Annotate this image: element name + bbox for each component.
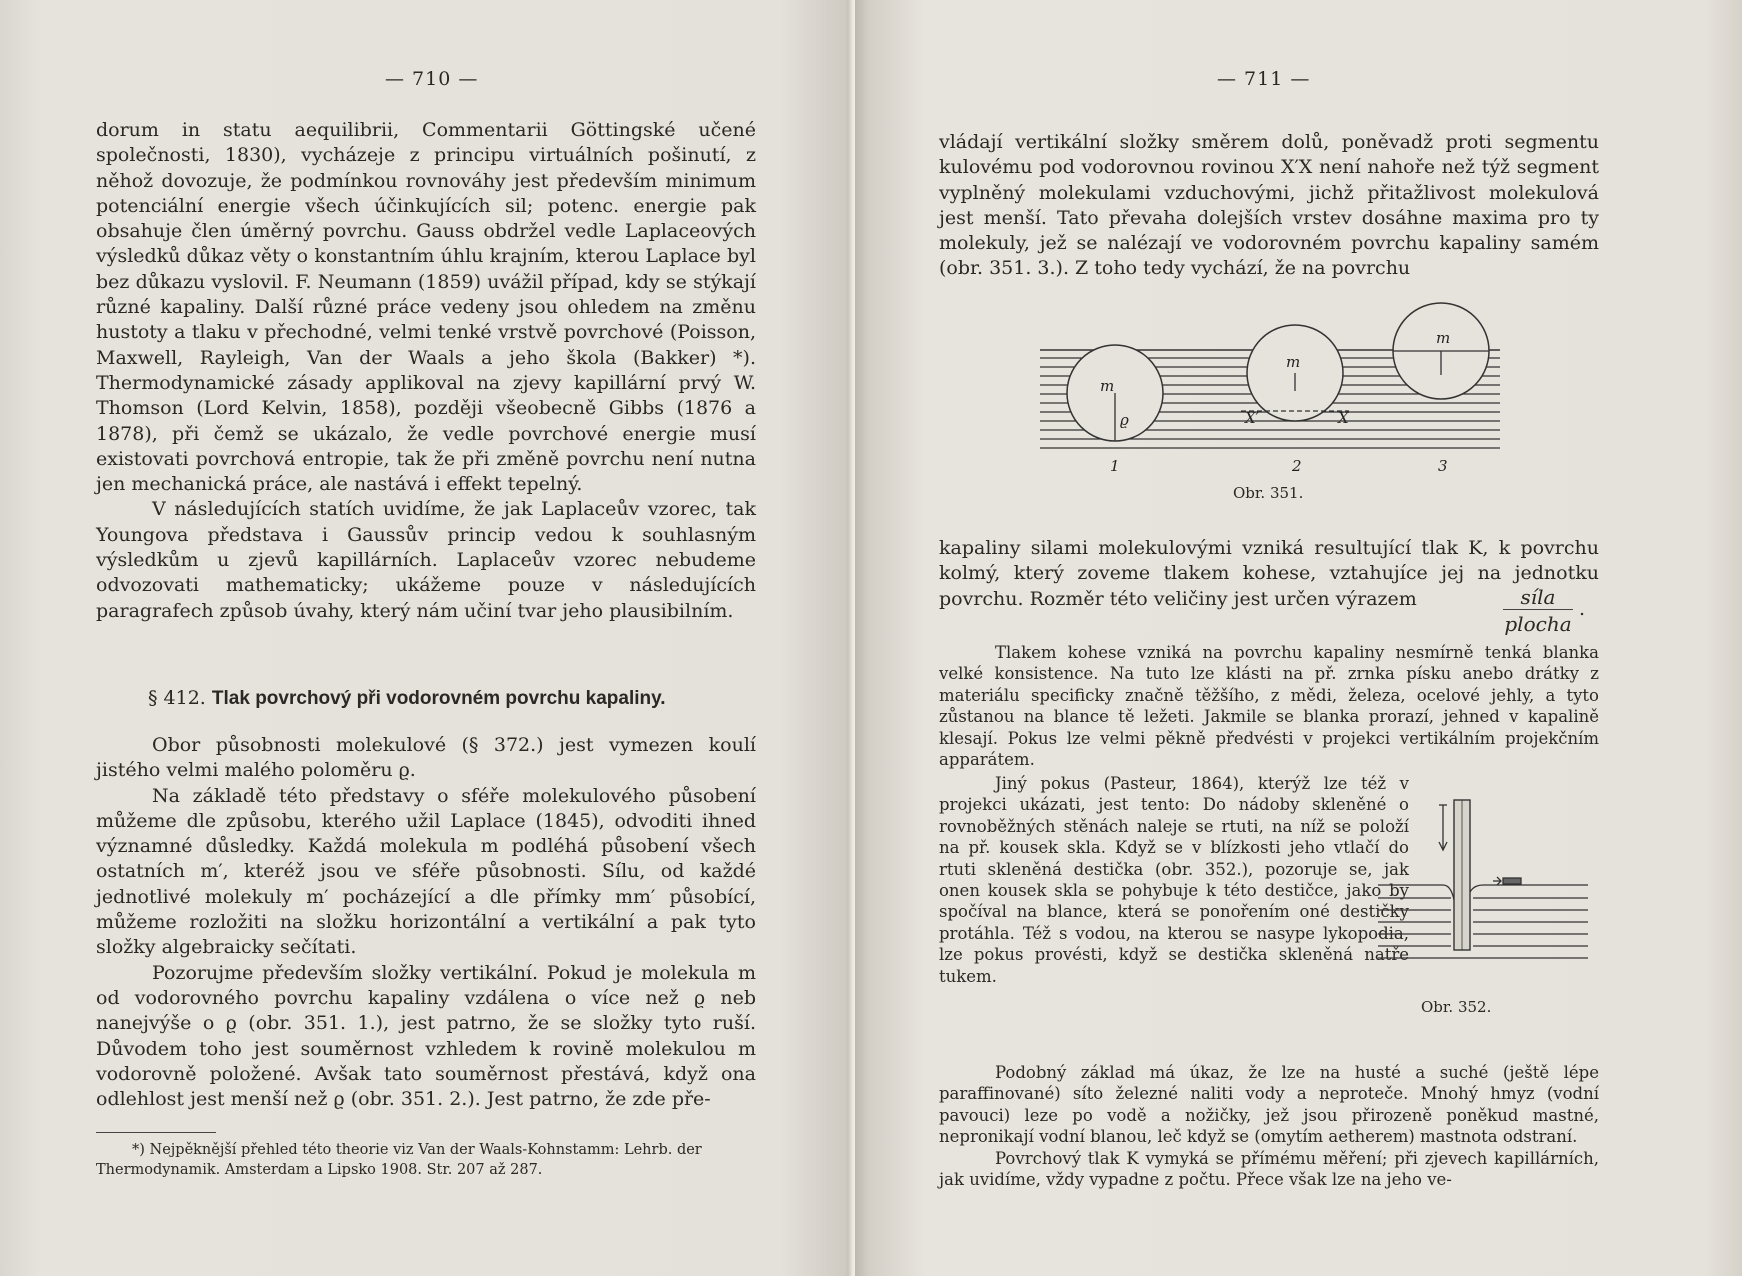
paragraph: Povrchový tlak K vymyká se přímému měření; při zjevech kapillárních, jak uvidíme, vždy vypadne z počtu. Přece však lze na jeho ve- [939, 1148, 1599, 1190]
paragraph: Na základě této představy o sféře molekulového působení můžeme dle způsobu, kterého užil Laplace (1845), odvoditi ihned významné důsledky. Každá molekula m podléhá působení všech ostatních m′, kteréž jsou ve sféře působnosti. Sílu, od každé jednotlivé molekuly m′ pocházející a dle přímky mm′ působící, můžeme rozložiti na složku horizontální a vertikální a pak tyto složky algebraicky sečítati. [96, 784, 756, 959]
fraction-numerator: síla [1520, 585, 1556, 609]
footnote-rule [96, 1132, 216, 1133]
section-number: § 412. [148, 687, 206, 709]
paragraph: Obor působnosti molekulové (§ 372.) jest vymezen koulí jistého velmi malého poloměru ϱ. [96, 734, 756, 782]
paragraph: Jiný pokus (Pasteur, 1864), kterýž lze též v projekci ukázati, jest tento: Do nádoby skleněné o rovnoběžných stěnách naleje se rtuti, na níž se položí na př. kousek skla. Když se v blízkosti jeho vtlačí do rtuti skleněná destička (obr. 352.), pozoruje se, jak onen kousek skla se pohybuje k této destičce, jako by spočíval na blance, která se ponořením oné destičky protáhla. Též s vodou, na kterou se nasype lykopodia, lze pokus provésti, když se destička skleněná natře tukem. [939, 774, 1409, 986]
figure-label: m [1286, 353, 1301, 371]
fraction-denominator: plocha [1504, 612, 1572, 636]
figure-label: m [1436, 329, 1451, 347]
figure-label: 3 [1438, 457, 1448, 475]
figure-label: ϱ [1120, 411, 1129, 429]
section-title: Tlak povrchový při vodorovném povrchu kapaliny. [211, 688, 666, 709]
body-text [939, 130, 1599, 282]
page-number-header: — 711 — [1217, 68, 1311, 90]
paragraph-text: kapaliny silami molekulovými vzniká resultující tlak K, k povrchu kolmý, který zoveme tlakem kohese, vztahujíce jej na jednotku povrchu. Rozměr této veličiny jest určen výrazem [939, 537, 1599, 610]
figure-label: X [1338, 409, 1349, 427]
left-page [0, 0, 855, 1276]
figure-caption: Obr. 352. [1421, 998, 1492, 1016]
paragraph: Podobný základ má úkaz, že lze na husté a suché (ještě lépe paraffinované) síto železné naliti vody a neproteče. Mnohý hmyz (vodní pavouci) leze po vodě a nožičky, jež jsou přirozeně poněkud mastné, nepronikají vodní blanou, leč když se (omytím aetherem) mastnota odstraní. [939, 1063, 1599, 1147]
fraction-end: . [1579, 598, 1586, 620]
figure-caption: Obr. 351. [1233, 484, 1304, 502]
small-text [939, 773, 1409, 987]
body-text [939, 536, 1599, 612]
section-heading [148, 687, 768, 710]
figure-label: m [1100, 377, 1115, 395]
small-text [939, 642, 1599, 770]
paragraph: Pozorujme především složky vertikální. Pokud je molekula m od vodorovného povrchu kapaliny vzdálena o více než ϱ neb nanejvýše o ϱ (obr. 351. 1.), jest patrno, že se složky tyto ruší. Důvodem toho jest souměrnost vzhledem k rovině molekulou m vodorovně položené. Avšak tato souměrnost přestává, když ona odlehlost jest menší než ϱ (obr. 351. 2.). Jest patrno, že zde pře- [96, 961, 756, 1111]
figure-352-glass-plate-mercury [1343, 780, 1613, 990]
figure-351-molecular-spheres [1030, 295, 1510, 480]
paragraph [939, 536, 1599, 612]
small-text [939, 1062, 1599, 1190]
fraction-bar [1503, 609, 1573, 610]
paragraph: V následujících statích uvidíme, že jak Laplaceův vzorec, tak Youngova představa i Gaussův princip vedou k souhlasným výsledkům u zjevů kapillárních. Laplaceův vzorec nebudeme odvozovati mathematicky; ukážeme pouze v následujících paragrafech způsob úvahy, který nám učiní tvar jeho plausibilním. [96, 498, 756, 622]
paragraph: Tlakem kohese vzniká na povrchu kapaliny nesmírně tenká blanka velké konsistence. Na tuto lze klásti na př. zrnka písku anebo drátky z materiálu specificky značně těžšího, z mědi, železa, ocelové jehly, a tyto zůstanou na blance tě ležeti. Jakmile se blanka prorazí, jehned v kapalině klesají. Pokus lze velmi pěkně předvésti v projekci vertikálním projekčním apparátem. [939, 643, 1599, 770]
paragraph: vládají vertikální složky směrem dolů, poněvadž proti segmentu kulovému pod vodorovnou rovinou X′X není nahoře než týž segment vyplněný molekulami vzduchovými, jichž přitažlivost molekulová jest menší. Tato převaha dolejších vrstev dosáhne maxima pro ty molekuly, jež se nalézají ve vodorovném povrchu kapaliny samém (obr. 351. 3.). Z toho tedy vychází, že na povrchu [939, 131, 1599, 280]
body-text [96, 733, 756, 1112]
figure-label: 1 [1110, 457, 1120, 475]
right-page [855, 0, 1742, 1276]
body-text [96, 118, 756, 624]
footnote: *) Nejpěknější přehled této theorie viz Van der Waals-Kohnstamm: Lehrb. der Thermodynamik. Amsterdam a Lipsko 1908. Str. 207 až 287. [96, 1142, 702, 1178]
paragraph: dorum in statu aequilibrii, Commentarii Göttingské učené společnosti, 1830), vycházeje z principu virtuálních pošinutí, z něhož dovozuje, že podmínkou rovnováhy jest především minimum potenciální energie všech účinkujících sil; potenc. energie pak obsahuje člen úměrný povrchu. Gauss obdržel vedle Laplaceových výsledků důkaz věty o konstantním úhlu krajním, kterou Laplace byl bez důkazu vyslovil. F. Neumann (1859) uvážil případ, kdy se stýkají různé kapaliny. Další různé práce vedeny jsou ohledem na změnu hustoty a tlaku v přechodné, velmi tenké vrstvě povrchové (Poisson, Maxwell, Rayleigh, Van der Waals a jeho škola (Bakker) *). Thermodynamické zásady applikoval na zjevy kapillární prvý W. Thomson (Lord Kelvin, 1858), později všeobecně Gibbs (1876 a 1878), při čemž se ukázalo, že vedle povrchové energie musí existovati povrchová entropie, tak že při změně povrchu není nutna jen mechanická práce, ale nastává i effekt tepelný. [96, 119, 756, 496]
page-number-header: — 710 — [385, 68, 479, 90]
figure-label: X′ [1245, 409, 1260, 427]
figure-label: 2 [1292, 457, 1302, 475]
